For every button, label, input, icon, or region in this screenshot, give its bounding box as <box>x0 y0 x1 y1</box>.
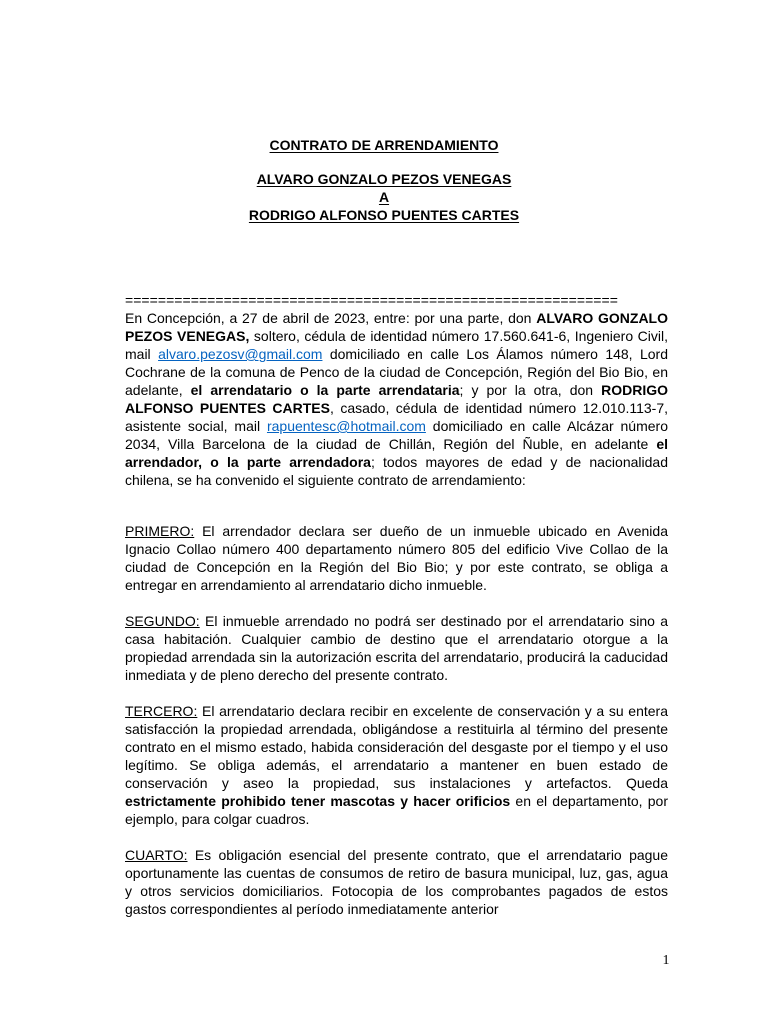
clause-cuarto: CUARTO: Es obligación esencial del presente contrato, que el arrendatario pague oportunamente las cuentas de consumos de retiro de basura municipal, luz, gas, agua y otros servicios domiciliarios. Fotocopia de los comprobantes pagados de estos gastos correspondientes al período inmediatamente anterior <box>125 847 668 917</box>
contract-body <box>125 291 668 918</box>
intro-paragraph: En Concepción, a 27 de abril de 2023, entre: por una parte, don ALVARO GONZALO PEZOS VENEGAS, soltero, cédula de identidad número 17.560.641-6, Ingeniero Civil, mail alvaro.pezosv@gmail.com domiciliado en calle Los Álamos número 148, Lord Cochrane de la comuna de Penco de la ciudad de Concepción, Región del Bio Bio, en adelante, el arrendatario o la parte arrendataria; y por la otra, don RODRIGO ALFONSO PUENTES CARTES, casado, cédula de identidad número 12.010.113-7, asistente social, mail rapuentesc@hotmail.com domiciliado en calle Alcázar número 2034, Villa Barcelona de la ciudad de Chillán, Región del Ñuble, en adelante el arrendador, o la parte arrendadora; todos mayores de edad y de nacionalidad chilena, se ha convenido el siguiente contrato de arrendamiento: <box>125 310 668 488</box>
clause-primero: PRIMERO: El arrendador declara ser dueño de un inmueble ubicado en Avenida Ignacio Collao número 400 departamento número 805 del edificio Vive Collao de la ciudad de Concepción en la Región del Bio Bio; y por este contrato, se obliga a entregar en arrendamiento al arrendatario dicho inmueble. <box>125 523 668 593</box>
page-number: 1 <box>662 953 670 968</box>
party-a-name: ALVARO GONZALO PEZOS VENEGAS <box>256 171 512 187</box>
clause-label: PRIMERO: <box>125 523 195 539</box>
connector-a: A <box>378 189 390 205</box>
contract-header <box>0 136 768 224</box>
clause-tercero: TERCERO: El arrendatario declara recibir en excelente de conservación y a su entera satisfacción la propiedad arrendada, obligándose a restituirla al término del presente contrato en el mismo estado, habida consideración del desgaste por el tiempo y el uso legítimo. Se obliga además, el arrendatario a mantener en buen estado de conservación y aseo la propiedad, sus instalaciones y artefactos. Queda estrictamente prohibido tener mascotas y hacer orificios en el departamento, por ejemplo, para colgar cuadros. <box>125 703 669 827</box>
clause-label: SEGUNDO: <box>125 613 200 629</box>
clause-segundo: SEGUNDO: El inmueble arrendado no podrá ser destinado por el arrendatario sino a casa habitación. Cualquier cambio de destino que el arrendatario otorgue a la propiedad arrendada sin la autorización escrita del arrendatario, producirá la caducidad inmediata y de pleno derecho del presente contrato. <box>125 613 668 683</box>
clause-label: CUARTO: <box>125 847 188 863</box>
email-link-arrendatario[interactable]: alvaro.pezosv@gmail.com <box>158 346 323 362</box>
separator-line: ============================================================ <box>125 292 618 308</box>
party-b-name: RODRIGO ALFONSO PUENTES CARTES <box>248 207 520 223</box>
contract-title: CONTRATO DE ARRENDAMIENTO <box>269 137 499 153</box>
clause-label: TERCERO: <box>125 703 198 719</box>
email-link-arrendador[interactable]: rapuentesc@hotmail.com <box>266 418 426 434</box>
